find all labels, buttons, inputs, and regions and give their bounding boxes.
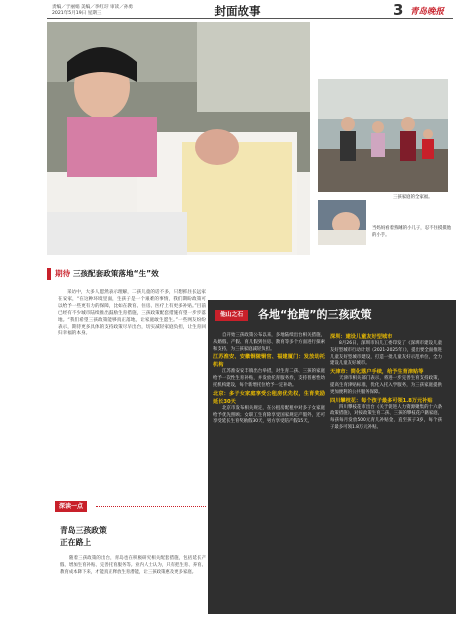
column-left — [213, 333, 325, 426]
family-photo-caption: 三孩家庭的全家福。 — [393, 195, 433, 200]
col-b-item: 四川攀枝花市出台《关于促进人力资源聚集的十六条政策措施》，对按政策生育二孩、三孩的攀枝花户籍家庭，每孩每月发放500元育儿补贴金，直至孩子3岁，每个孩子最多可领1.8万元补贴。 — [330, 404, 442, 430]
section-title-wrap — [55, 268, 159, 279]
commentary-title — [60, 525, 107, 549]
section-prefix: 期待 — [55, 269, 71, 278]
main-story-text: 采访中，大多人愿然表示理解，二孩儿童的话不多，只想抓住长远家在安家，“在这种环境里面，生孩子是一个艰难的事情，我们期盼政策可以给予一些更有力的保障，比如在教育、住房、医疗上有更多补贴。”目前已经有不少城市陆续推出鼓励生育措施，三孩政策配套措施有望一步步落地。“我们希望三孩政策能够真正落地，让家庭敢生愿生。”一些网友纷纷表示，期待更多具体的支持政策尽早出台，切实减轻家庭负担，让生育回归幸福的本身。 — [58, 290, 206, 337]
col-b-subhead: 深圳：建设儿童友好型城市 — [330, 334, 393, 340]
other-cities-tag: 他山之石 — [215, 310, 248, 321]
commentary-title-line2: 正在路上 — [60, 538, 92, 547]
section-heading — [47, 268, 212, 280]
commentary-rule — [96, 506, 206, 507]
col-a-item: 江苏淮安安丰镇出台举措，对生育二孩、三孩的家庭给予一次性生育补贴，并发放托育服务券，支持普惠性幼托机构建设，每个新增托位给予一定补助。 — [213, 369, 325, 388]
header-date: 2021年5月19日 星期三 — [52, 11, 102, 16]
baby-photo-caption: 当妈妈看着熟睡的小儿子，忍不住摸摸他的小手。 — [372, 226, 452, 238]
header-rule — [47, 18, 453, 19]
col-b-subhead: 四川攀枝花：每个孩子最多可领1.8万元补贴 — [330, 397, 433, 404]
col-a-subhead: 江苏淮安、安徽铜陵铜官、福建厦门：发放幼托机构 — [213, 354, 325, 369]
page-number: 3 — [393, 1, 404, 19]
col-b-item: 天津市相关部门表示，将进一步完善生育支持政策，提高生育津贴标准，优化入托入学服务，为三孩家庭提供更加便利的公共服务保障。 — [330, 376, 442, 395]
header-credit-line1: 责编／于丽娟 美编／李红玗 审读／孙勇 — [52, 5, 134, 10]
other-cities-title: 各地“抢跑”的三孩政策 — [258, 308, 372, 321]
commentary-title-line1: 青岛三孩政策 — [60, 526, 107, 535]
commentary-body: 随着三孩政策的出台，青岛也在积极研究相关配套措施，包括延长产假、增加生育补贴、完善托育服务等。业内人士认为，只有把生育、养育、教育成本降下来，才能真正释放生育潜能，让三孩政策惠及更多家庭。 — [60, 556, 206, 575]
col-b-item: 8月26日，深圳市妇儿工委印发了《深圳市建设儿童友好型城市行动计划（2021-2025年）》，提出要全面推进儿童友好型城市建设，打造一批儿童友好示范单位，全力建设儿童友好城市。 — [330, 341, 442, 367]
col-b-subhead: 天津市：简化落户手续，给予生育津贴等 — [330, 369, 424, 376]
col-a-item: 自开始三孩政策公布以来，多地陆续出台相关措施，从婚假、产假、育儿假到住房、教育等多个方面进行探索和支持，为三孩家庭减轻负担。 — [213, 333, 325, 352]
baby-photo — [318, 200, 366, 245]
col-a-item: 北京市发布相关规定，在公租房配租中对多子女家庭给予优先照顾；女职工生育除享受国家规定产假外，还可享受延长生育奖励假30天，男方享受陪产假15天。 — [213, 405, 325, 425]
page-title: 封面故事 — [214, 4, 261, 18]
section-marker — [47, 268, 51, 280]
column-right — [330, 333, 442, 432]
newspaper-logo: 青岛晚报 — [410, 7, 445, 17]
commentary-label: 深读一点 — [55, 501, 87, 512]
col-a-subhead: 北京：多子女家庭享受公租房优先权，生育奖励延长30天 — [213, 390, 325, 405]
family-photo — [318, 79, 448, 192]
main-photo — [47, 22, 310, 255]
section-title: 三孩配套政策落地“生”效 — [72, 269, 159, 278]
